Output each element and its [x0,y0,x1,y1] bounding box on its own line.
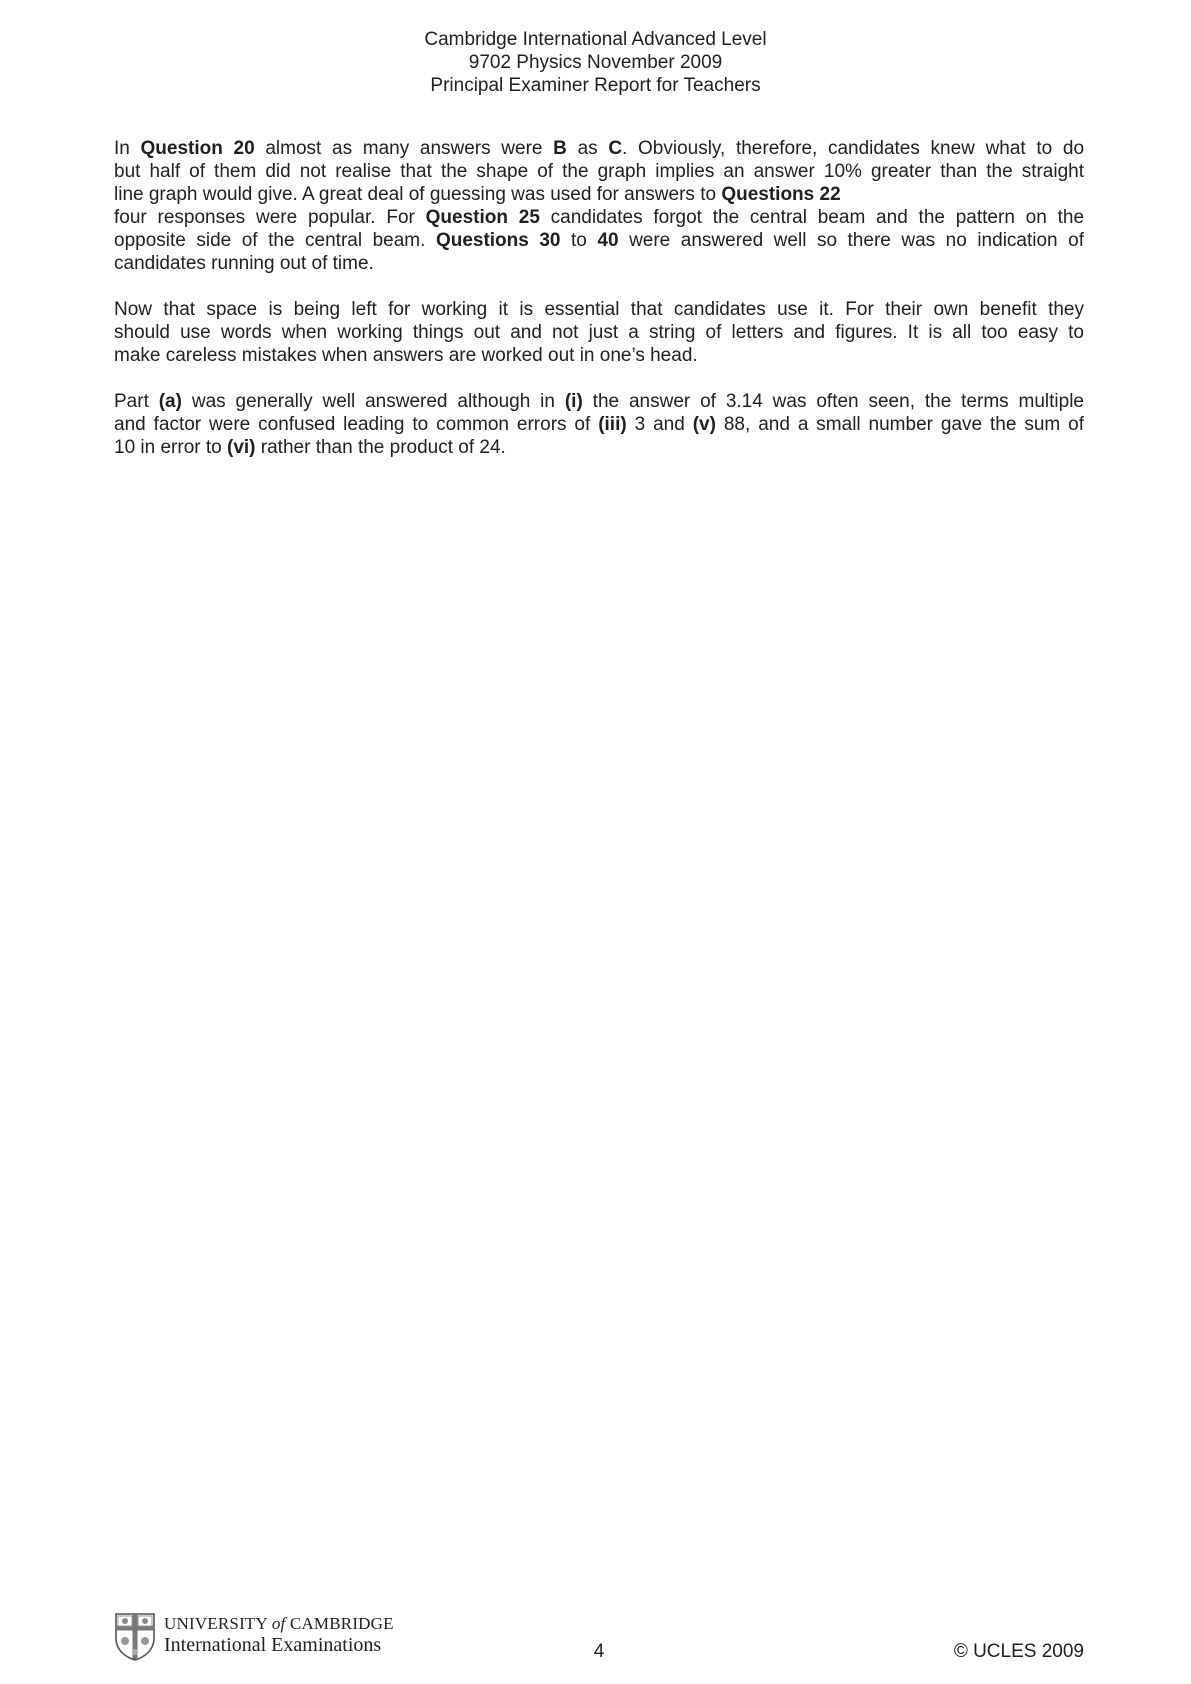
text-run: candidates forgot the central beam and the pattern on the [539,207,1085,228]
page-footer [114,1608,1084,1668]
bold-part-ref: (i) [564,391,583,412]
text-run: line graph would give. A great deal of guessing was used for answers to [114,184,722,205]
bold-option-ref: C [608,138,623,159]
bold-part-ref: (a) [158,391,182,412]
logo-university: UNIVERSITY [164,1614,268,1633]
text-run: 88, and a small number gave the sum of [715,414,1084,435]
paragraph-3-line-2 [114,413,1084,436]
header-line-1: Cambridge International Advanced Level [424,29,767,50]
text-run: opposite side of the central beam. [114,230,436,251]
text-run: to [560,230,598,251]
text-run: rather than the product of 24. [255,437,506,458]
paragraph-3-line-3 [114,436,1084,459]
paragraph-3 [114,390,1084,459]
logo-line-1 [164,1614,394,1634]
text-run: as [566,138,609,159]
bold-question-ref: 40 [597,230,619,251]
paragraph-1-line-6: candidates running out of time. [114,253,374,274]
text-run: In [114,138,141,159]
paragraph-2 [114,298,1084,367]
bold-part-ref: (iii) [598,414,627,435]
bold-question-ref: Question 25 [425,207,540,228]
running-header [0,28,1191,97]
page-number: 4 [593,1641,605,1662]
logo-cambridge: CAMBRIDGE [289,1614,394,1633]
text-run: Part [114,391,159,412]
text-run: was generally well answered although in [181,391,565,412]
text-run: the answer of 3.14 was often seen, the terms multiple [582,391,1084,412]
bold-part-ref: (vi) [227,437,256,458]
text-run: 3 and [626,414,693,435]
bold-question-ref: Question 20 [140,138,255,159]
text-run: four responses were popular. For [114,207,426,228]
paragraph-1-line-2: but half of them did not realise that the shape of the graph implies an answer 10% greater than the straight [114,161,1084,182]
paragraph-1-line-3 [114,183,1084,206]
header-line-3: Principal Examiner Report for Teachers [430,75,761,96]
paragraph-2-line-2: should use words when working things out and not just a string of letters and figures. It is all too easy to [114,322,1084,343]
text-run: almost as many answers were [254,138,554,159]
paragraph-1 [114,137,1084,275]
paragraph-1-line-1 [114,137,1084,160]
copyright-notice: © UCLES 2009 [953,1641,1084,1662]
paragraph-2-line-1: Now that space is being left for working it is essential that candidates use it. For their own benefit they [114,299,1084,320]
text-run: and factor were confused leading to common errors of [114,414,599,435]
paragraph-3-line-1 [114,390,1084,413]
paragraph-1-line-5 [114,229,1084,252]
bold-option-ref: B [553,138,567,159]
paragraph-2-line-3: make careless mistakes when answers are worked out in one’s head. [114,345,698,366]
text-run: were answered well so there was no indication of [618,230,1084,251]
bold-part-ref: (v) [692,414,716,435]
text-run: . Obviously, therefore, candidates knew what to do [622,138,1085,159]
logo-of: of [271,1614,286,1633]
paragraph-1-line-4 [114,206,1084,229]
bold-question-ref: Questions 30 [435,230,561,251]
text-run: 10 in error to [114,437,227,458]
bold-question-ref: Questions 22 [721,184,841,205]
header-line-2: 9702 Physics November 2009 [468,52,723,73]
report-body [114,137,1084,482]
logo-line-2: International Examinations [164,1634,382,1656]
